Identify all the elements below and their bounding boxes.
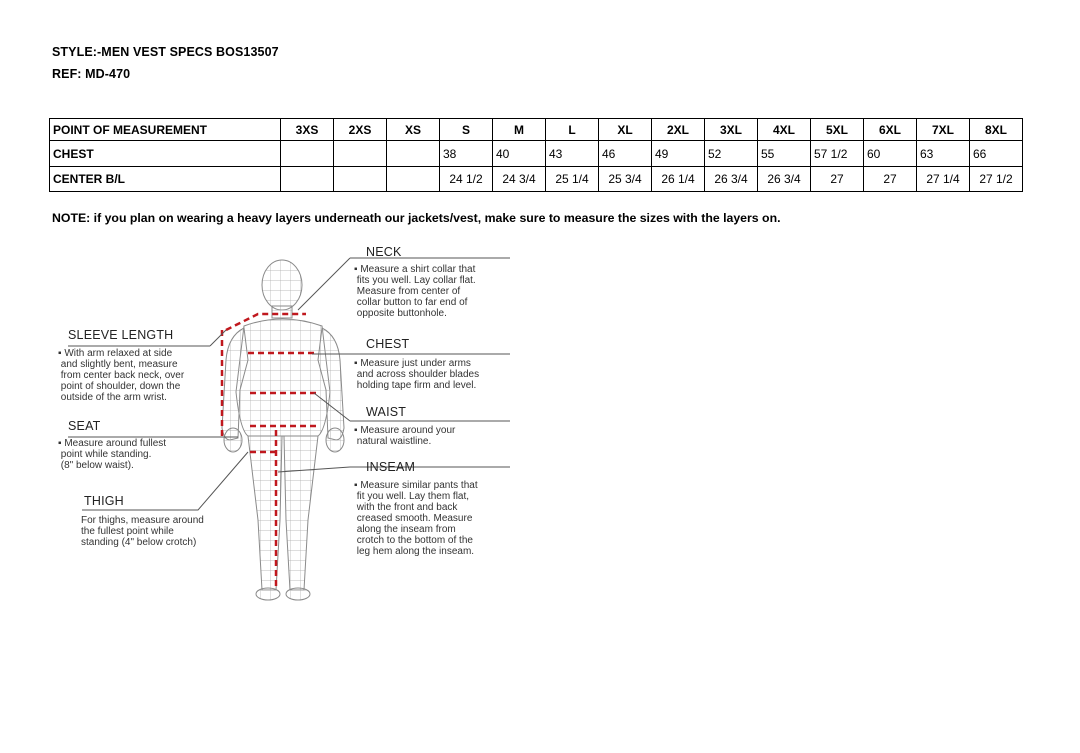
column-header-size: XL	[599, 119, 652, 141]
table-cell	[281, 167, 334, 192]
table-row	[50, 141, 1023, 167]
table-cell: 27 1/2	[970, 167, 1023, 192]
table-cell: 57 1/2	[811, 141, 864, 167]
table-cell: 25 1/4	[546, 167, 599, 192]
table-cell	[387, 167, 440, 192]
style-title: STYLE:-MEN VEST SPECS BOS13507	[52, 45, 279, 59]
row-label: CENTER B/L	[50, 167, 281, 192]
inseam-desc: ▪ Measure similar pants that fit you well. Lay them flat, with the front and back creased smooth. Measure along the inseam from crotch to the bottom of the leg hem along the inseam.	[354, 480, 478, 557]
sizing-note: NOTE: if you plan on wearing a heavy layers underneath our jackets/vest, make sure to measure the sizes with the layers on.	[52, 211, 781, 225]
table-cell: 27	[864, 167, 917, 192]
column-header-size: 2XS	[334, 119, 387, 141]
table-cell: 55	[758, 141, 811, 167]
column-header-size: 7XL	[917, 119, 970, 141]
seat-title: SEAT	[68, 419, 101, 433]
thigh-desc: For thighs, measure around the fullest point while standing (4" below crotch)	[81, 515, 204, 548]
column-header-size: 8XL	[970, 119, 1023, 141]
waist-desc: ▪ Measure around your natural waistline.	[354, 425, 456, 447]
table-cell: 27 1/4	[917, 167, 970, 192]
table-cell: 26 3/4	[758, 167, 811, 192]
table-cell: 60	[864, 141, 917, 167]
waist-title: WAIST	[366, 405, 407, 419]
table-cell: 27	[811, 167, 864, 192]
thigh-title: THIGH	[84, 494, 124, 508]
table-row	[50, 167, 1023, 192]
sleeve-length-desc: ▪ With arm relaxed at side and slightly bent, measure from center back neck, over point of shoulder, down the outside of the arm wrist.	[58, 348, 185, 403]
table-cell: 24 3/4	[493, 167, 546, 192]
neck-desc: ▪ Measure a shirt collar that fits you well. Lay collar flat. Measure from center of collar button to far end of opposite buttonhole.	[354, 264, 476, 319]
chest-desc: ▪ Measure just under arms and across shoulder blades holding tape firm and level.	[354, 358, 480, 391]
column-header-size: 3XS	[281, 119, 334, 141]
seat-desc: ▪ Measure around fullest point while standing. (8" below waist).	[58, 438, 167, 471]
table-cell: 46	[599, 141, 652, 167]
table-cell	[281, 141, 334, 167]
table-cell: 26 1/4	[652, 167, 705, 192]
ref-number: REF: MD-470	[52, 67, 131, 81]
chest-title: CHEST	[366, 337, 410, 351]
column-header-size: 3XL	[705, 119, 758, 141]
table-cell	[334, 167, 387, 192]
column-header-size: 2XL	[652, 119, 705, 141]
spec-table	[49, 118, 1023, 192]
table-cell: 43	[546, 141, 599, 167]
neck-title: NECK	[366, 245, 402, 259]
table-cell: 25 3/4	[599, 167, 652, 192]
table-cell: 26 3/4	[705, 167, 758, 192]
sleeve-length-title: SLEEVE LENGTH	[68, 328, 174, 342]
column-header-size: M	[493, 119, 546, 141]
column-header-size: L	[546, 119, 599, 141]
table-cell	[387, 141, 440, 167]
table-cell: 66	[970, 141, 1023, 167]
table-cell: 24 1/2	[440, 167, 493, 192]
table-cell: 40	[493, 141, 546, 167]
column-header-size: 4XL	[758, 119, 811, 141]
column-header-size: XS	[387, 119, 440, 141]
column-header-pom: POINT OF MEASUREMENT	[50, 119, 281, 141]
row-label: CHEST	[50, 141, 281, 167]
body-figure	[222, 260, 344, 600]
table-cell: 52	[705, 141, 758, 167]
table-cell: 49	[652, 141, 705, 167]
measurement-guide	[50, 240, 530, 610]
inseam-title: INSEAM	[366, 460, 416, 474]
table-cell: 63	[917, 141, 970, 167]
table-header-row	[50, 119, 1023, 141]
column-header-size: 5XL	[811, 119, 864, 141]
column-header-size: S	[440, 119, 493, 141]
table-cell	[334, 141, 387, 167]
column-header-size: 6XL	[864, 119, 917, 141]
table-cell: 38	[440, 141, 493, 167]
